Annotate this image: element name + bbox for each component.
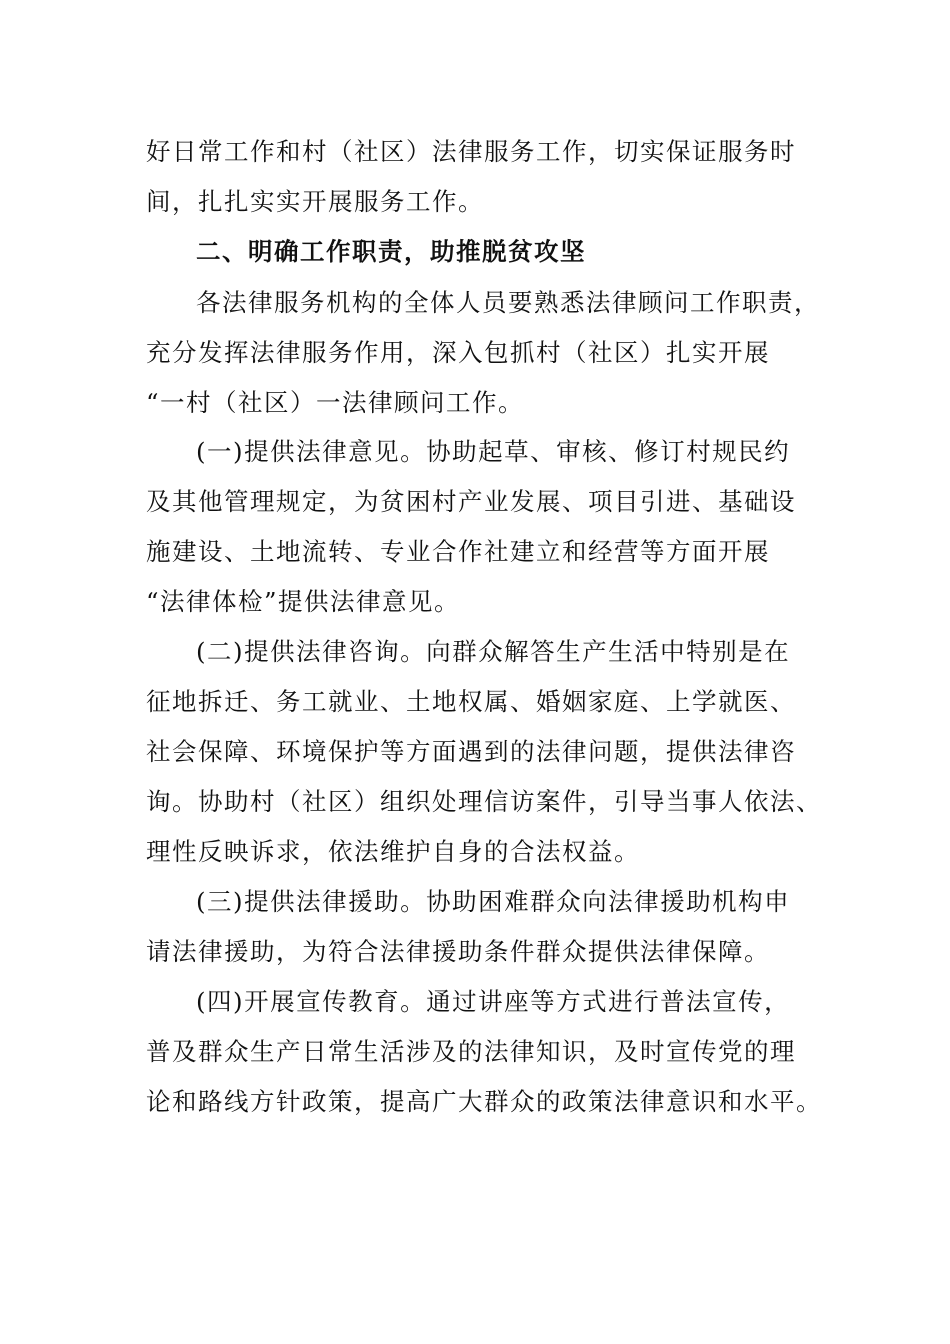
section-heading: 二、明确工作职责，助推脱贫攻坚 [196, 237, 586, 266]
paragraph-line: 好日常工作和村（社区）法律服务工作，切实保证服务时 [146, 137, 796, 166]
paragraph-line: 普及群众生产日常生活涉及的法律知识，及时宣传党的理 [146, 1037, 796, 1066]
paragraph-line: (一)提供法律意见。协助起草、审核、修订村规民约 [196, 437, 791, 466]
paragraph-line: 充分发挥法律服务作用，深入包抓村（社区）扎实开展 [146, 338, 770, 367]
paragraph-line: 及其他管理规定，为贫困村产业发展、项目引进、基础设 [146, 487, 796, 516]
paragraph-line: 征地拆迁、务工就业、土地权属、婚姻家庭、上学就医、 [146, 687, 796, 716]
paragraph-line: “法律体检”提供法律意见。 [146, 587, 461, 616]
paragraph-line: 各法律服务机构的全体人员要熟悉法律顾问工作职责， [196, 288, 820, 317]
paragraph-line: 间，扎扎实实开展服务工作。 [146, 187, 484, 216]
paragraph-line: 社会保障、环境保护等方面遇到的法律问题，提供法律咨 [146, 737, 796, 766]
paragraph-line: 理性反映诉求，依法维护自身的合法权益。 [146, 837, 640, 866]
paragraph-line: (三)提供法律援助。协助困难群众向法律援助机构申 [196, 887, 791, 916]
paragraph-line: (四)开展宣传教育。通过讲座等方式进行普法宣传， [196, 987, 791, 1016]
paragraph-line: 论和路线方针政策，提高广大群众的政策法律意识和水平。 [146, 1087, 822, 1116]
paragraph-line: “一村（社区）一法律顾问工作。 [146, 388, 525, 417]
paragraph-line: 请法律援助，为符合法律援助条件群众提供法律保障。 [146, 937, 770, 966]
paragraph-line: (二)提供法律咨询。向群众解答生产生活中特别是在 [196, 637, 791, 666]
paragraph-line: 询。协助村（社区）组织处理信访案件，引导当事人依法、 [146, 787, 822, 816]
paragraph-line: 施建设、土地流转、专业合作社建立和经营等方面开展 [146, 537, 770, 566]
